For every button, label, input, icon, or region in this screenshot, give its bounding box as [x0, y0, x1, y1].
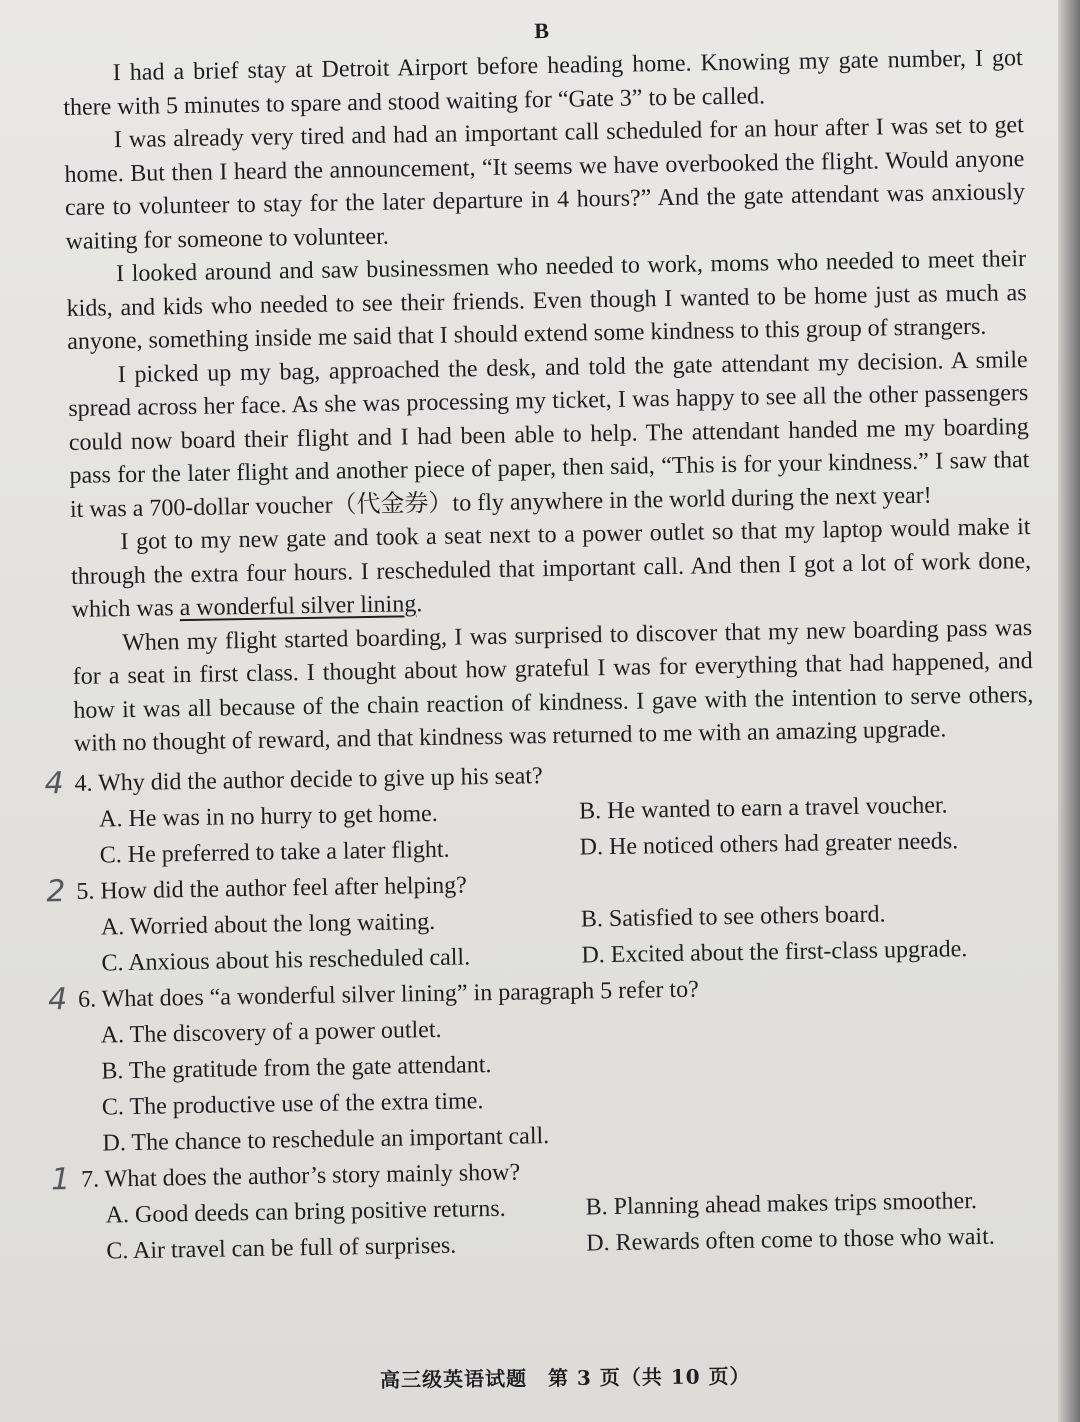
option-c: C. The productive use of the extra time.: [101, 1087, 484, 1120]
option-a: A. He was in no hurry to get home.: [98, 800, 438, 832]
question-text: 7. What does the author’s story mainly show?: [80, 1159, 521, 1193]
paragraph-5-text: I got to my new gate and took a seat next to a power outlet so that my laptop would make it through the extra four hours. I rescheduled that important call. And then I got a lot of work done, which was: [70, 514, 1032, 623]
option-a: A. The discovery of a power outlet.: [100, 1016, 442, 1048]
option-a: A. Worried about the long waiting.: [100, 908, 436, 940]
question-6: [47, 965, 1041, 1161]
question-7: [50, 1145, 1043, 1269]
option-b: B. The gratitude from the gate attendant.: [101, 1051, 492, 1084]
option-b: B. Satisfied to see others board.: [580, 900, 886, 933]
option-d: D. He noticed others had greater needs.: [579, 827, 959, 861]
passage-content: [44, 10, 1042, 1269]
option-a: A. Good deeds can bring positive returns.: [105, 1195, 506, 1228]
question-4: [44, 749, 1036, 873]
option-b: B. Planning ahead makes trips smoother.: [585, 1187, 978, 1220]
option-d: D. Excited about the first-class upgrade.: [581, 935, 968, 969]
question-text: 4. Why did the author decide to give up his seat?: [74, 762, 543, 797]
handwritten-mark: 1: [50, 1161, 71, 1197]
option-b: B. He wanted to earn a travel voucher.: [578, 791, 948, 825]
handwritten-mark: 2: [46, 873, 66, 909]
page-footer: 高三级英语试题 第 3 页（共 10 页）: [379, 1364, 751, 1392]
paragraph-5: [70, 511, 1032, 627]
handwritten-mark: 4: [47, 981, 68, 1017]
paragraph-3: I looked around and saw businessmen who needed to work, moms who needed to meet their kids, and kids who needed to see their friends. Even though I wanted to be home just as much as anyone, something inside me said that I should extend some kindness to this group of strangers.: [66, 246, 1027, 355]
option-d: D. The chance to reschedule an important call.: [102, 1122, 550, 1156]
handwritten-mark: 4: [44, 765, 64, 801]
question-text: 6. What does “a wonderful silver lining” in paragraph 5 refer to?: [77, 976, 699, 1013]
paragraph-4: I picked up my bag, approached the desk, and told the gate attendant my decision. A smile spread across her face. As she was processing my ticket, I was happy to see all the other passengers could now board their flight and I had been able to help. The attendant handed me my boarding pass for the later flight and another piece of paper, then said, “This is for your kindness.” I saw that it was a 700-dollar voucher（代金券）to fly anywhere in the world during the next year!: [68, 346, 1030, 523]
question-text: 5. How did the author feel after helping?: [76, 871, 468, 905]
option-c: C. He preferred to take a later flight.: [99, 836, 450, 868]
paragraph-2: I was already very tired and had an important call scheduled for an hour after I was set to get home. But then I heard the announcement, “It seems we have overbooked the flight. Would anyone care to volunteer to stay for the later departure in 4 hours?” And the gate attendant was anxiously waiting for someone to volunteer.: [64, 112, 1026, 255]
paragraph-6: When my flight started boarding, I was surprised to discover that my new boarding pass was for a seat in first class. I thought about how grateful I was for everything that had happened, and how it was all because of the chain reaction of kindness. I gave with the intention to serve others, with no thought of reward, and that kindness was returned to me with an amazing upgrade.: [72, 614, 1034, 757]
option-d: D. Rewards often come to those who wait.: [586, 1223, 995, 1256]
question-5: [46, 857, 1038, 981]
paragraph-5-end: .: [416, 591, 423, 618]
paragraph-1: I had a brief stay at Detroit Airport before heading home. Knowing my gate number, I got there with 5 minutes to spare and stood waiting for “Gate 3” to be called.: [63, 45, 1023, 121]
silver-lining-phrase: a wonderful silver lining: [179, 591, 417, 622]
options: [100, 1001, 1040, 1161]
section-letter: B: [534, 17, 551, 44]
option-c: C. Air travel can be full of surprises.: [106, 1232, 457, 1264]
option-c: C. Anxious about his rescheduled call.: [101, 943, 471, 976]
